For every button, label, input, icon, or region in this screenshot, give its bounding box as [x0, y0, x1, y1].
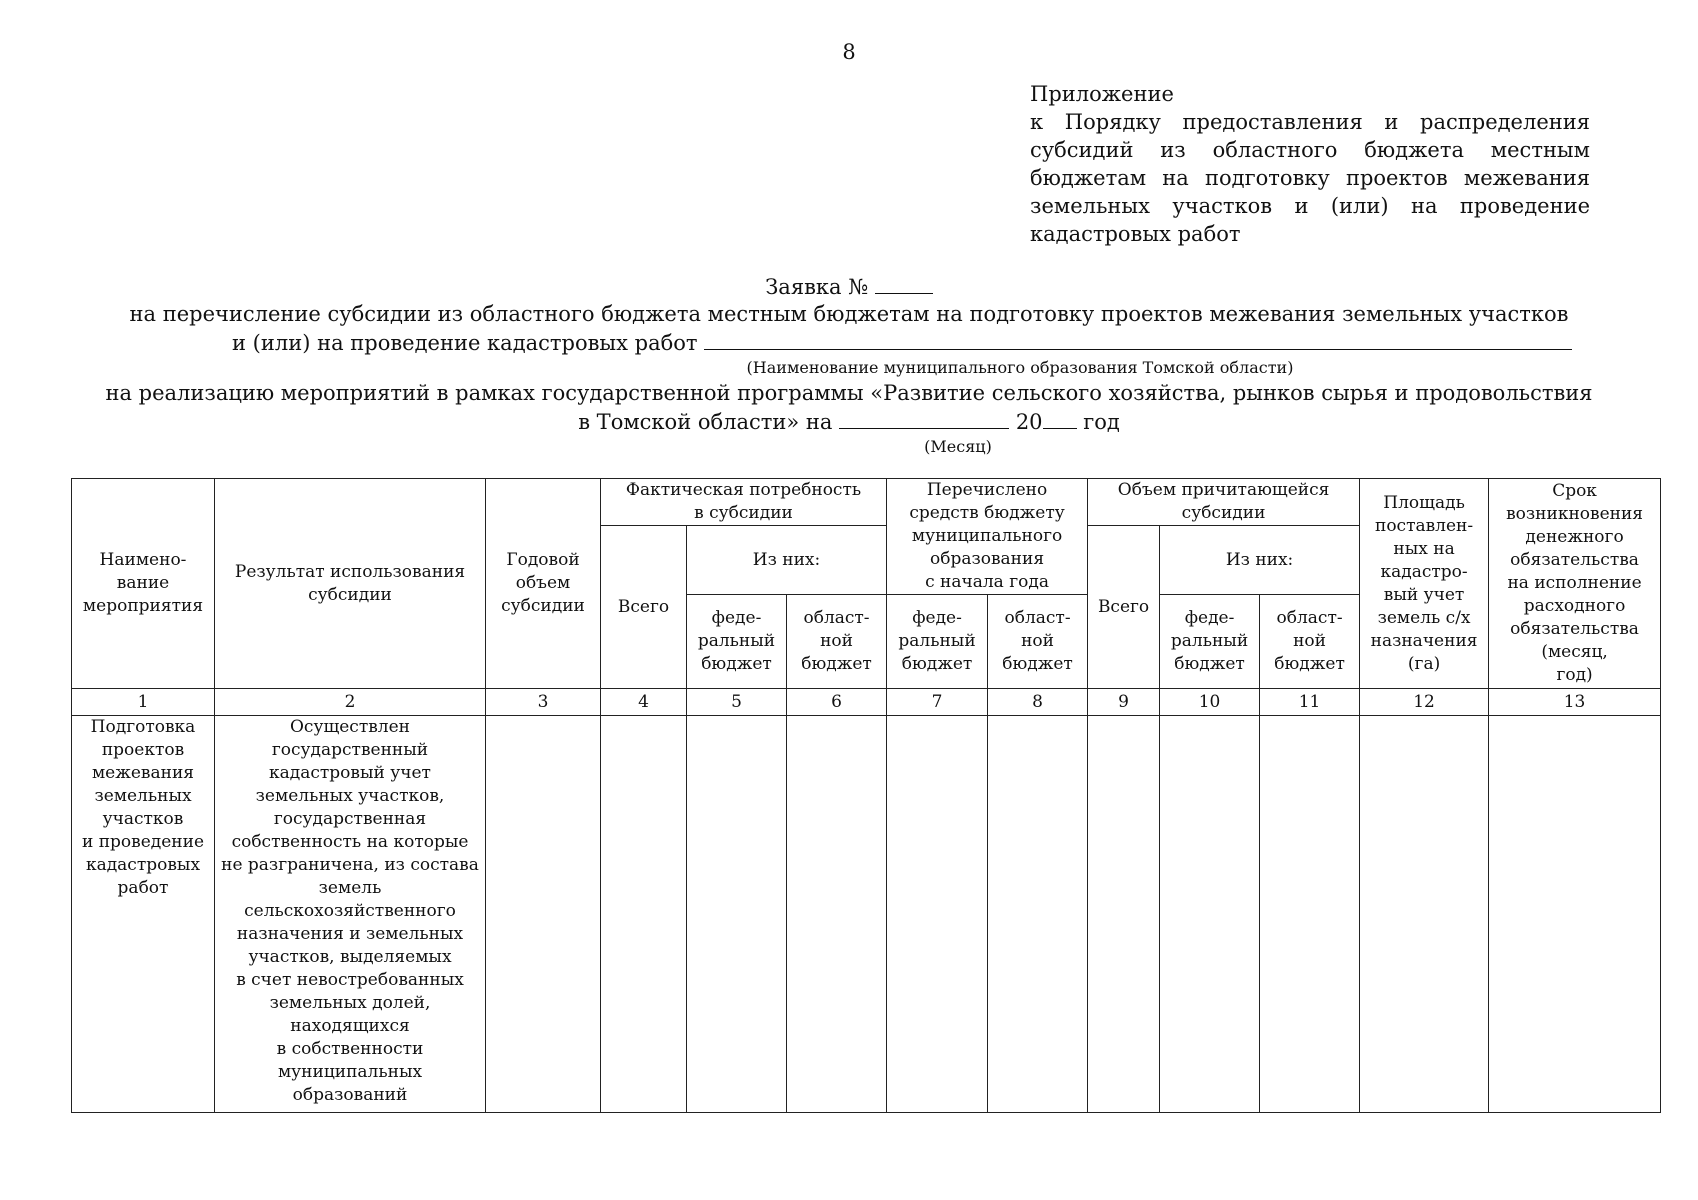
header-annual-volume: Годовой объем субсидии — [486, 479, 601, 689]
appendix-line: земельных участков и (или) на проведение — [1030, 194, 1590, 218]
header-subsidy-result: Результат использования субсидии — [215, 479, 486, 689]
header-federal-budget: феде- ральный бюджет — [687, 595, 787, 689]
municipality-field[interactable] — [704, 329, 1572, 350]
result-cell: Осуществлен государственный кадастровый учет земельных участков, государственная собственность на которые не разграничена, из состава земель сельскохозяйственного назначения и земельных участков, выделяемых в счет невостребованных земельных долей, находящихся в собственности муниципальных образований — [215, 716, 486, 1113]
column-number: 8 — [988, 689, 1088, 716]
request-line-4-text: в Томской области» на — [578, 410, 833, 434]
municipality-caption: (Наименование муниципального образования Томской области) — [746, 358, 1294, 377]
due-regional-cell[interactable] — [1260, 716, 1360, 1113]
activity-cell: Подготовка проектов межевания земельных участков и проведение кадастровых работ — [72, 716, 215, 1113]
header-total: Всего — [1088, 526, 1160, 689]
registered-area-cell[interactable] — [1360, 716, 1489, 1113]
request-line-1: на перечисление субсидии из областного бюджета местным бюджетам на подготовку проектов межевания земельных участков — [129, 302, 1569, 326]
header-regional-budget: област- ной бюджет — [988, 595, 1088, 689]
month-field[interactable] — [839, 408, 1009, 429]
month-caption: (Месяц) — [924, 437, 992, 456]
header-of-which: Из них: — [1160, 526, 1360, 595]
column-number: 7 — [887, 689, 988, 716]
year-prefix: 20 — [1015, 410, 1043, 434]
header-actual-need: Фактическая потребность в субсидии — [601, 479, 887, 526]
request-line-4 — [0, 408, 1698, 435]
year-field[interactable] — [1043, 408, 1077, 429]
column-number: 4 — [601, 689, 687, 716]
actual-need-total-cell[interactable] — [601, 716, 687, 1113]
header-total: Всего — [601, 526, 687, 689]
column-number-row — [72, 689, 1661, 716]
obligation-deadline-cell[interactable] — [1489, 716, 1661, 1113]
header-activity-name: Наимено- вание мероприятия — [72, 479, 215, 689]
header-federal-budget: феде- ральный бюджет — [887, 595, 988, 689]
column-number: 9 — [1088, 689, 1160, 716]
page-number: 8 — [842, 40, 856, 64]
header-registered-area: Площадь поставлен- ных на кадастро- вый учет земель с/х назначения (га) — [1360, 479, 1489, 689]
transferred-regional-cell[interactable] — [988, 716, 1088, 1113]
request-line-2-text: и (или) на проведение кадастровых работ — [232, 331, 698, 355]
appendix-block — [1030, 80, 1590, 248]
header-regional-budget: област- ной бюджет — [1260, 595, 1360, 689]
request-line-2 — [232, 329, 1572, 356]
request-number-label: Заявка № — [765, 275, 869, 299]
request-number-line — [0, 273, 1698, 300]
header-transferred-funds: Перечислено средств бюджету муниципального образования с начала года — [887, 479, 1088, 595]
column-number: 5 — [687, 689, 787, 716]
request-line-3: на реализацию мероприятий в рамках государственной программы «Развитие сельского хозяйства, рынков сырья и продовольствия — [105, 381, 1593, 405]
transferred-federal-cell[interactable] — [887, 716, 988, 1113]
column-number: 1 — [72, 689, 215, 716]
year-suffix: год — [1083, 410, 1120, 434]
annual-volume-cell[interactable] — [486, 716, 601, 1113]
appendix-line: к Порядку предоставления и распределения — [1030, 110, 1590, 134]
request-number-field[interactable] — [875, 273, 933, 294]
column-number: 11 — [1260, 689, 1360, 716]
header-regional-budget: област- ной бюджет — [787, 595, 887, 689]
request-table — [71, 478, 1661, 1113]
appendix-line: бюджетам на подготовку проектов межевания — [1030, 166, 1590, 190]
actual-need-federal-cell[interactable] — [687, 716, 787, 1113]
column-number: 2 — [215, 689, 486, 716]
appendix-line: кадастровых работ — [1030, 222, 1241, 246]
due-federal-cell[interactable] — [1160, 716, 1260, 1113]
header-due-subsidy: Объем причитающейся субсидии — [1088, 479, 1360, 526]
column-number: 13 — [1489, 689, 1661, 716]
column-number: 12 — [1360, 689, 1489, 716]
due-total-cell[interactable] — [1088, 716, 1160, 1113]
header-obligation-deadline: Срок возникновения денежного обязательства на исполнение расходного обязательства (месяц, год) — [1489, 479, 1661, 689]
actual-need-regional-cell[interactable] — [787, 716, 887, 1113]
column-number: 10 — [1160, 689, 1260, 716]
table-row — [72, 716, 1661, 1113]
column-number: 3 — [486, 689, 601, 716]
appendix-title: Приложение — [1030, 82, 1174, 106]
header-federal-budget: феде- ральный бюджет — [1160, 595, 1260, 689]
header-of-which: Из них: — [687, 526, 887, 595]
appendix-line: субсидий из областного бюджета местным — [1030, 138, 1590, 162]
column-number: 6 — [787, 689, 887, 716]
